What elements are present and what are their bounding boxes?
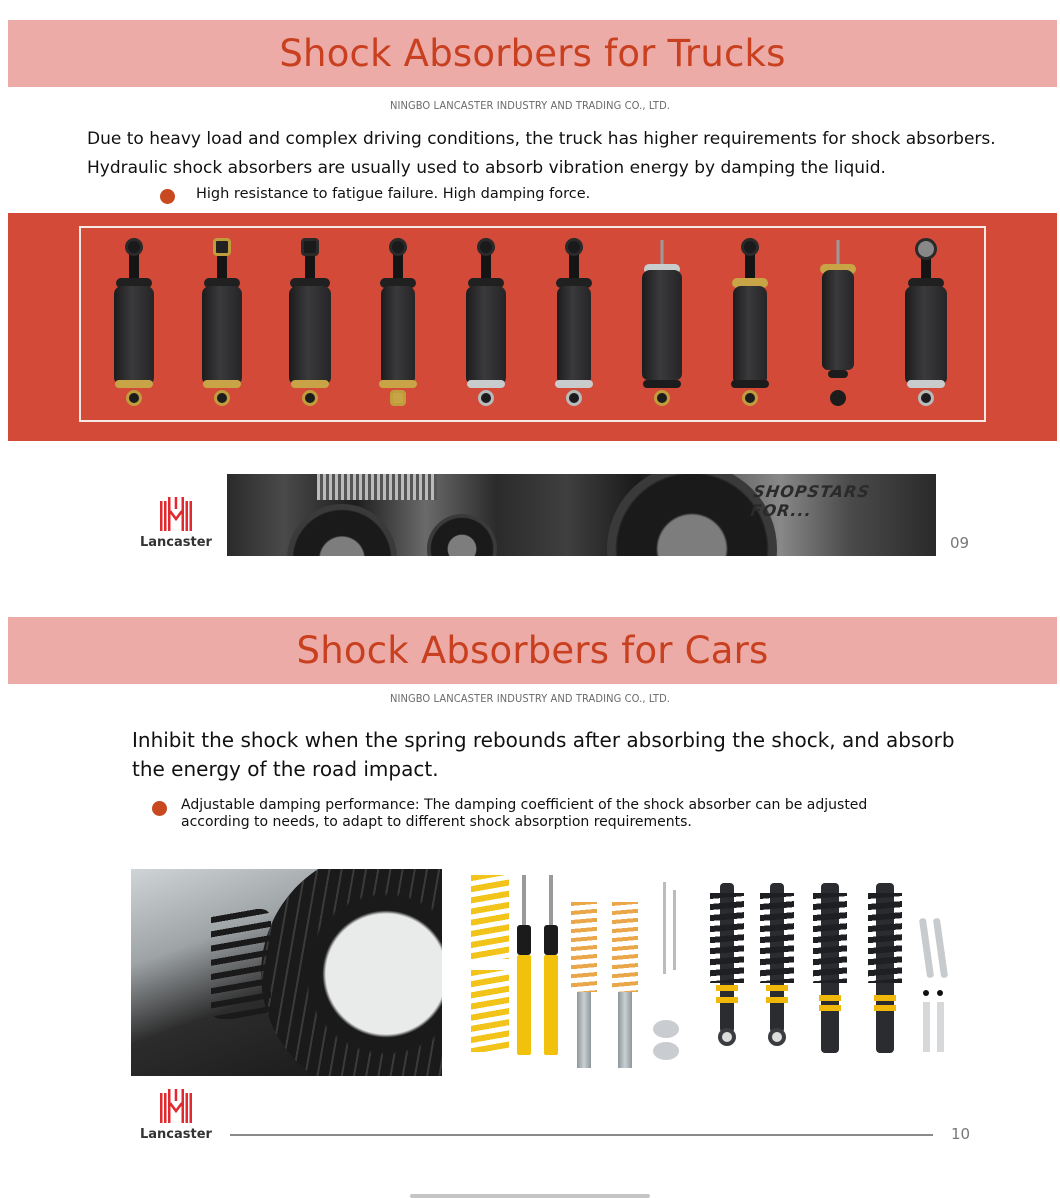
slide-title-band — [8, 20, 1057, 87]
truck-shock-image — [200, 236, 244, 414]
lancaster-logo-icon — [158, 1089, 194, 1125]
intro-paragraph — [132, 726, 955, 784]
lancaster-logo — [131, 1089, 221, 1142]
bullet-line: Adjustable damping performance: The damping coefficient of the shock absorber can be adjusted — [181, 797, 868, 813]
truck-shock-image — [904, 236, 948, 414]
lancaster-logo — [131, 497, 221, 550]
bullet-dot-icon — [160, 189, 175, 204]
horizontal-scrollbar[interactable] — [410, 1194, 650, 1198]
yellow-coilover-kit-image — [465, 870, 690, 1065]
company-name: NINGBO LANCASTER INDUSTRY AND TRADING CO., LTD. — [389, 692, 671, 705]
truck-shock-image — [728, 236, 772, 414]
logo-text: Lancaster — [140, 535, 212, 550]
lancaster-logo-icon — [158, 497, 194, 533]
bullet-dot-icon — [152, 801, 167, 816]
truck-shock-image — [640, 236, 684, 414]
truck-shock-image — [816, 236, 860, 414]
bullet-text: High resistance to fatigue failure. High damping force. — [196, 186, 591, 202]
intro-line: Due to heavy load and complex driving conditions, the truck has higher requirements for shock absorbers. — [87, 129, 996, 149]
page-number: 10 — [951, 1125, 971, 1143]
truck-shock-gallery — [90, 236, 970, 414]
black-coilover-kit-image — [705, 878, 950, 1063]
car-suspension-photo — [131, 869, 442, 1076]
bullet-item — [152, 797, 867, 831]
offroad-truck-banner-image — [227, 474, 936, 556]
bullet-item — [160, 186, 590, 204]
intro-paragraph — [87, 125, 996, 183]
footer-divider — [230, 1134, 933, 1136]
page-number: 09 — [950, 534, 970, 552]
truck-shock-image — [288, 236, 332, 414]
truck-shock-image — [112, 236, 156, 414]
bullet-text — [181, 797, 867, 831]
banner-wordmark: SHOPSTARS FOR... — [749, 482, 872, 520]
bullet-line: according to needs, to adapt to different shock absorption requirements. — [181, 814, 692, 830]
slide-title-band — [8, 617, 1057, 684]
truck-shock-image — [464, 236, 508, 414]
logo-text: Lancaster — [140, 1127, 212, 1142]
intro-line: the energy of the road impact. — [132, 757, 439, 781]
intro-line: Inhibit the shock when the spring rebounds after absorbing the shock, and absorb — [132, 728, 955, 752]
truck-shock-image — [552, 236, 596, 414]
truck-shock-image — [376, 236, 420, 414]
intro-line: Hydraulic shock absorbers are usually used to absorb vibration energy by damping the liquid. — [87, 158, 886, 178]
slide-title: Shock Absorbers for Cars — [296, 629, 769, 672]
slide-title: Shock Absorbers for Trucks — [279, 32, 786, 75]
company-name: NINGBO LANCASTER INDUSTRY AND TRADING CO., LTD. — [389, 99, 671, 112]
